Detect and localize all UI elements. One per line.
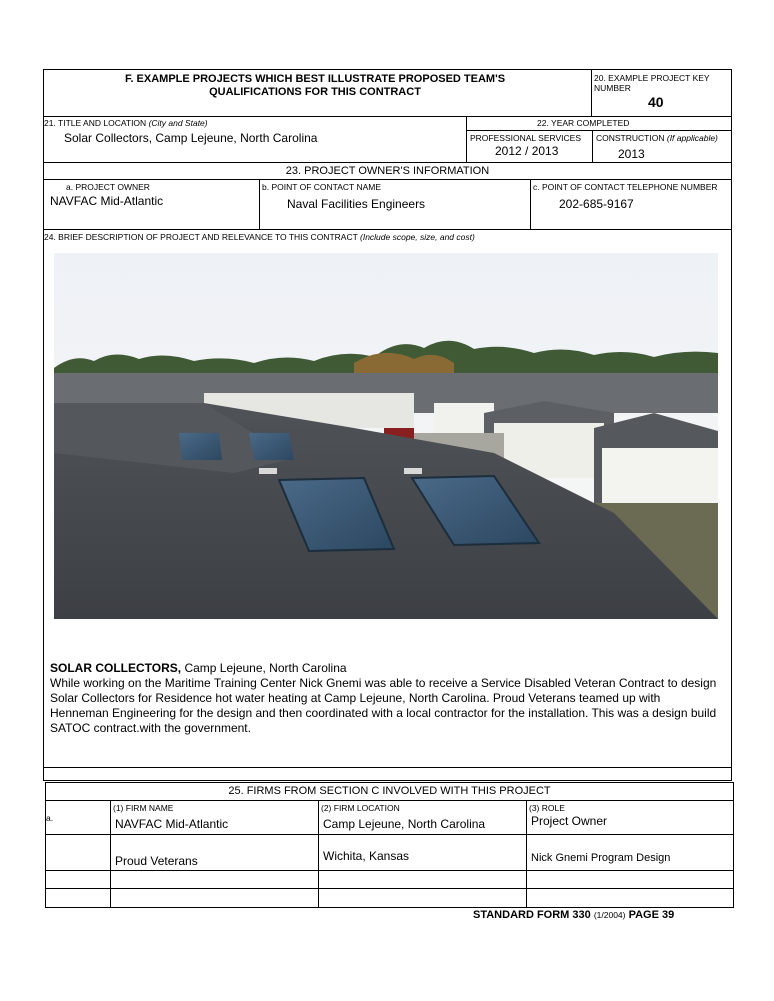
project-description xyxy=(50,661,720,736)
firm-2-name: Proud Veterans xyxy=(115,854,198,868)
firms-header: 25. FIRMS FROM SECTION C INVOLVED WITH THIS PROJECT xyxy=(228,785,551,797)
firm-location-label: (2) FIRM LOCATION xyxy=(321,803,400,813)
construction-value: 2013 xyxy=(618,147,645,161)
section-title: F. EXAMPLE PROJECTS WHICH BEST ILLUSTRATE PROPOSED TEAM'S QUALIFICATIONS FOR THIS CONTRACT xyxy=(124,73,506,98)
key-number-value: 40 xyxy=(648,94,664,110)
professional-services-value: 2012 / 2013 xyxy=(495,144,559,158)
title-location-label: 21. TITLE AND LOCATION (City and State) xyxy=(44,118,208,128)
contact-name-label: b. POINT OF CONTACT NAME xyxy=(262,182,382,192)
firm-1-role: Project Owner xyxy=(531,814,608,828)
row-a-label: a. xyxy=(46,813,54,823)
form-footer: STANDARD FORM 330 (1/2004) PAGE 39 xyxy=(473,909,675,921)
year-completed-label: 22. YEAR COMPLETED xyxy=(537,118,630,128)
contact-phone-value: 202-685-9167 xyxy=(559,197,634,211)
project-photo xyxy=(54,253,718,619)
project-owner-value: NAVFAC Mid-Atlantic xyxy=(50,194,164,208)
firm-2-location: Wichita, Kansas xyxy=(323,849,410,863)
contact-phone-label: c. POINT OF CONTACT TELEPHONE NUMBER xyxy=(533,182,718,192)
key-number-label: 20. EXAMPLE PROJECT KEY NUMBER xyxy=(594,73,710,93)
firm-1-location: Camp Lejeune, North Carolina xyxy=(323,817,486,831)
title-location-value: Solar Collectors, Camp Lejeune, North Carolina xyxy=(64,131,318,145)
firm-2-role: Nick Gnemi Program Design xyxy=(531,852,671,864)
description-heading-rest: Camp Lejeune, North Carolina xyxy=(181,661,347,675)
firm-name-label: (1) FIRM NAME xyxy=(113,803,174,813)
role-label: (3) ROLE xyxy=(529,803,565,813)
firm-1-name: NAVFAC Mid-Atlantic xyxy=(115,817,229,831)
description-label: 24. BRIEF DESCRIPTION OF PROJECT AND RELEVANCE TO THIS CONTRACT (Include scope, size, and cost) xyxy=(44,232,475,242)
construction-label: CONSTRUCTION (If applicable) xyxy=(596,133,718,143)
professional-services-label: PROFESSIONAL SERVICES xyxy=(470,133,582,143)
description-heading: SOLAR COLLECTORS, xyxy=(50,661,182,675)
contact-name-value: Naval Facilities Engineers xyxy=(287,197,426,211)
owner-info-header: 23. PROJECT OWNER'S INFORMATION xyxy=(285,165,490,177)
description-body: While working on the Maritime Training Center Nick Gnemi was able to receive a Service Disabled Veteran Contract to design Solar Collectors for Residence hot water heating at Camp Lejeune, North Carolina. Proud Veterans teamed up with Henneman Engineering for the design and then coordinated with a local contractor for the installation. This was a design build SATOC contract.with the government. xyxy=(50,676,717,735)
project-owner-label: a. PROJECT OWNER xyxy=(66,182,150,192)
